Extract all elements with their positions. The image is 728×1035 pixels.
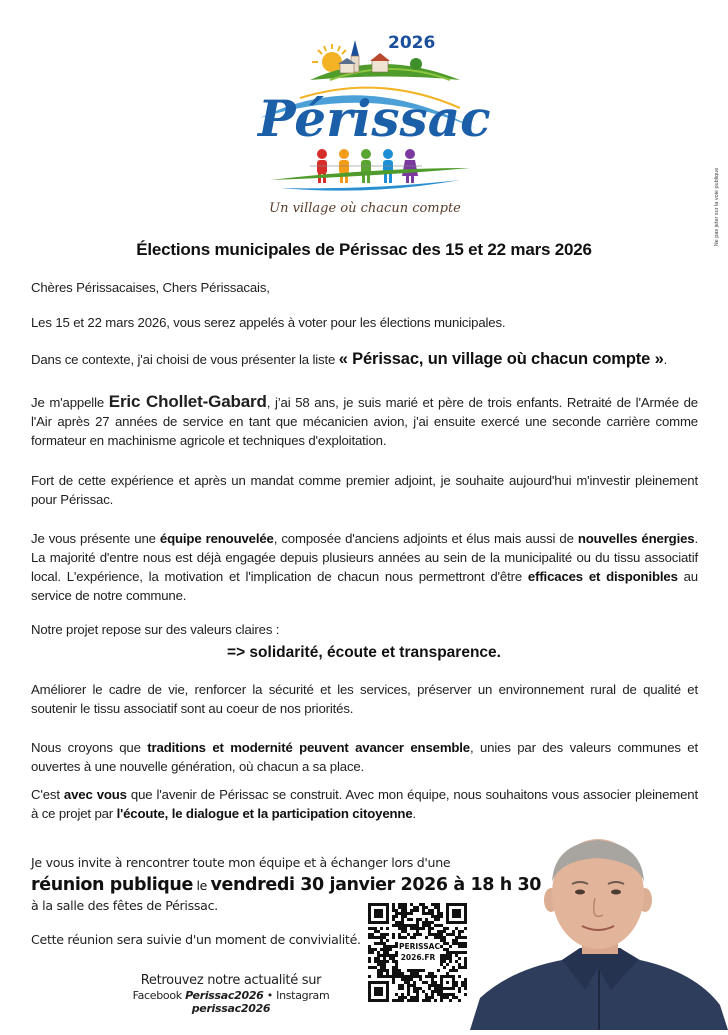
side-note-text: Ne pas jeter sur la voie publique [714, 167, 720, 247]
together-bold-1: avec vous [63, 787, 127, 802]
social-intro: Retrouvez notre actualité sur [140, 973, 322, 988]
campaign-logo [240, 18, 490, 223]
event-connector: le [192, 878, 211, 893]
traditions-bold: traditions et modernité peuvent avancer ensemble [147, 740, 470, 755]
bio-text: , j’ai 58 ans, je suis marié et père de trois enfants. Retraité de l'Armée de l'Air après 27 années de service en tant que mécanicien avion, j'ai ensuite exercé une seconde carrière comme formateur en machinisme agricole et techniques d'exploitation. [31, 395, 698, 448]
qr-label [399, 941, 440, 965]
together-bold-2: l'écoute, le dialogue et la participation citoyenne [116, 806, 413, 821]
values-slogan: => solidarité, écoute et transparence. [227, 644, 501, 661]
list-paragraph [31, 350, 698, 369]
church-icon [338, 40, 359, 73]
team-text-3: . La majorité d'entre nous est déjà engagée depuis plusieurs années au sein de la municipalité ou du tissu associatif local. L'expérience, la motivation et l'implication de chacun nous permettront d'être [31, 531, 698, 584]
social-block [100, 973, 362, 1015]
logo-year: 2026 [388, 33, 436, 53]
traditions-paragraph [31, 738, 698, 776]
candidate-portrait [470, 820, 728, 1030]
bio-intro: Je m'appelle [31, 395, 109, 410]
instagram-label: Instagram [276, 989, 330, 1002]
team-bold-1: équipe renouvelée [159, 531, 274, 546]
team-text-1: Je vous présente une [31, 531, 160, 546]
page-title: Élections municipales de Périssac des 15 et 22 mars 2026 [136, 240, 592, 259]
bio-paragraph [31, 392, 698, 450]
invitation-line: Je vous invite à rencontrer toute mon équipe et à échanger lors d'une [31, 855, 451, 870]
qr-code[interactable] [368, 903, 467, 1002]
team-text-2: , composée d'anciens adjoints et élus mais aussi de [273, 531, 578, 546]
priorities-paragraph: Améliorer le cadre de vie, renforcer la sécurité et les services, préserver un environnement rural de qualité et soutenir le tissu associatif sont au coeur de nos priorités. [31, 682, 698, 716]
facebook-label: Facebook [132, 989, 186, 1002]
experience-paragraph: Fort de cette expérience et après un mandat comme premier adjoint, je souhaite aujourd'hui m'investir pleinement pour Périssac. [31, 473, 698, 507]
logo-graphic [240, 18, 490, 223]
people-icon [310, 149, 422, 183]
logo-name: Périssac [258, 89, 490, 148]
team-paragraph [31, 529, 698, 605]
logo-tagline: Un village où chacun compte [269, 201, 461, 216]
candidate-name: Eric Chollet-Gabard [108, 392, 267, 411]
traditions-text-2: , unies par des valeurs communes et ouvertes à une nouvelle génération, où chacun a sa place. [31, 740, 698, 774]
list-name: « Périssac, un village où chacun compte » [338, 350, 664, 368]
event-label: réunion publique [31, 875, 193, 895]
social-separator: • [263, 989, 277, 1002]
team-bold-2: nouvelles énergies [577, 531, 695, 546]
values-intro: Notre projet repose sur des valeurs claires : [31, 622, 280, 637]
traditions-text-1: Nous croyons que [31, 740, 148, 755]
together-paragraph [31, 785, 698, 823]
list-period: . [663, 352, 668, 367]
greeting: Chères Périssacaises, Chers Périssacais, [31, 280, 270, 295]
tree-icon [410, 58, 422, 70]
intro-paragraph: Les 15 et 22 mars 2026, vous serez appelés à voter pour les élections municipales. [31, 315, 506, 330]
event-followup: Cette réunion sera suivie d'un moment de convivialité. [31, 932, 361, 947]
qr-label-line2: 2026.FR [400, 953, 436, 962]
event-place: à la salle des fêtes de Périssac. [31, 898, 218, 913]
social-handles [100, 989, 362, 1015]
house-icon [370, 53, 390, 72]
together-text-3: . [412, 806, 417, 821]
together-text-1: C'est [31, 787, 64, 802]
candidate-photo [470, 820, 728, 1030]
facebook-handle[interactable]: Perissac2026 [185, 989, 264, 1002]
team-bold-3: efficaces et disponibles [527, 569, 678, 584]
list-text: Dans ce contexte, j'ai choisi de vous présenter la liste [31, 352, 339, 367]
together-text-2: que l'avenir de Périssac se construit. Avec mon équipe, nous souhaitons vous associer pleinement à ce projet par [31, 787, 698, 821]
event-date: vendredi 30 janvier 2026 à 18 h 30 [210, 875, 542, 895]
team-text-4: au service de notre commune. [31, 569, 698, 603]
meeting-announcement [31, 875, 541, 895]
qr-label-line1: PERISSAC [399, 942, 440, 951]
instagram-handle[interactable]: perissac2026 [191, 1002, 271, 1015]
